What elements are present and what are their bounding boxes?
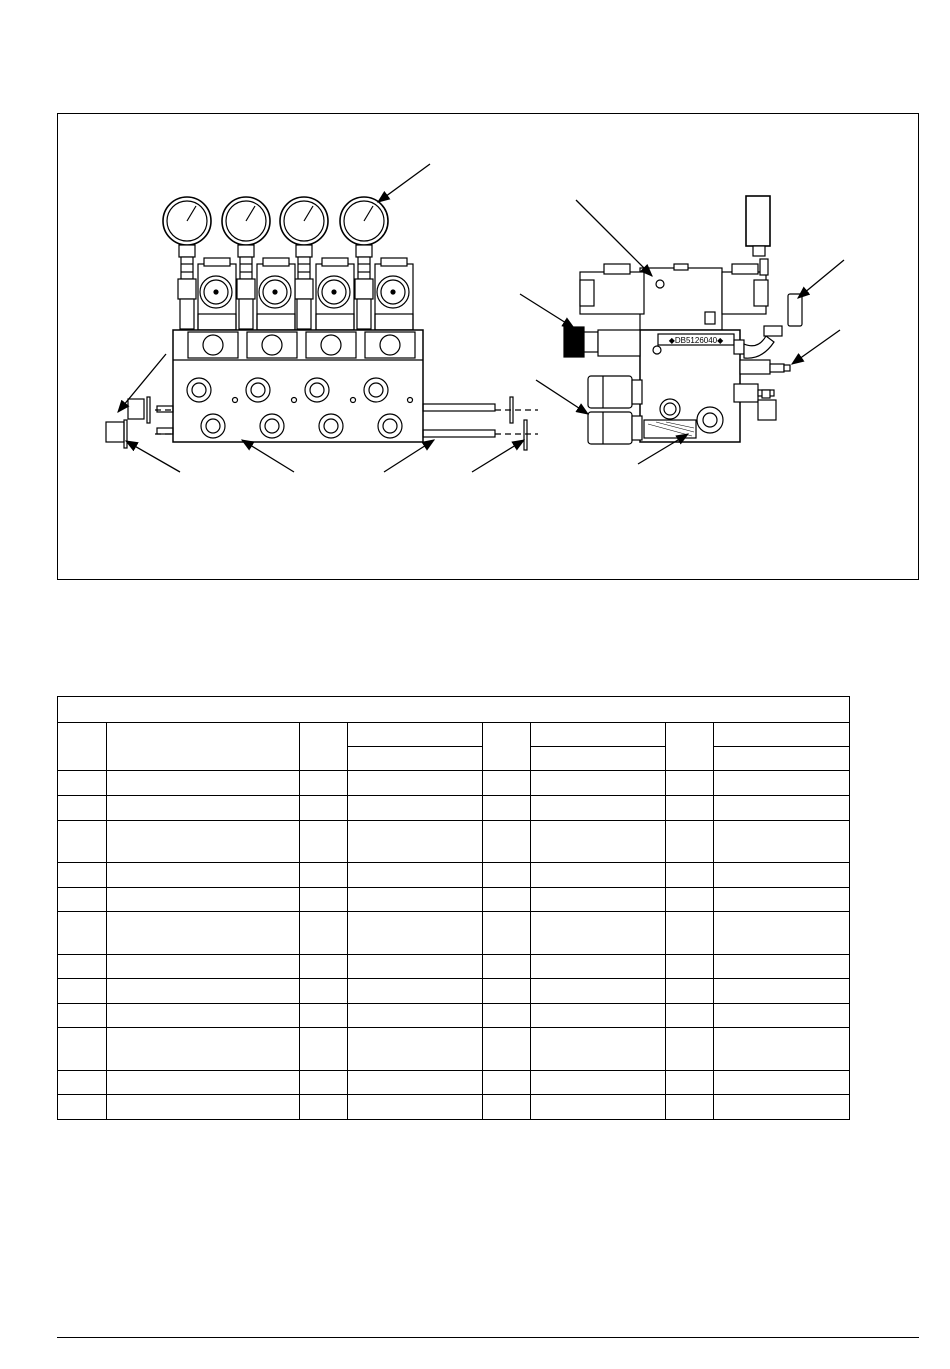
valve-station-3 [316,258,354,330]
table-row [58,771,850,796]
header-cell-qty [300,723,348,771]
header-cell-group-a [348,723,483,747]
table-row [58,1071,850,1095]
nameplate-label: ◆DB5126040◆ [668,336,724,345]
table-row [58,1004,850,1028]
table-row [58,888,850,912]
manifold-block [173,330,423,442]
table-row [58,979,850,1004]
valve-station-2 [257,258,295,330]
top-gauge-icon [746,196,770,256]
pilot-valve-block [580,259,768,330]
header-cell-qty-b [483,723,531,771]
table-header-row [58,723,850,747]
front-view [106,164,538,472]
table-row [58,1028,850,1071]
subheader-cell-c [714,747,850,771]
table-title-row [58,697,850,723]
header-cell-group-c [714,723,850,747]
header-cell-item [58,723,107,771]
parts-list-table [57,696,850,1120]
relief-valve-knob [564,327,640,357]
header-cell-description [107,723,300,771]
table-row [58,821,850,863]
side-manifold-block [640,330,740,442]
valve-station-1 [198,258,236,330]
table-row [58,796,850,821]
table-row [58,1095,850,1120]
subheader-cell-b [531,747,666,771]
side-view [520,196,844,464]
table-row [58,955,850,979]
table-row [58,863,850,888]
manifold-assembly-drawing [58,114,920,581]
header-cell-qty-c [666,723,714,771]
quick-couplers [588,376,642,444]
subheader-cell-a [348,747,483,771]
exploded-view-figure [57,113,919,580]
header-cell-group-b [531,723,666,747]
valve-station-4 [375,258,413,330]
table-title-cell [58,697,850,723]
footer-rule [57,1337,919,1338]
table-row [58,912,850,955]
